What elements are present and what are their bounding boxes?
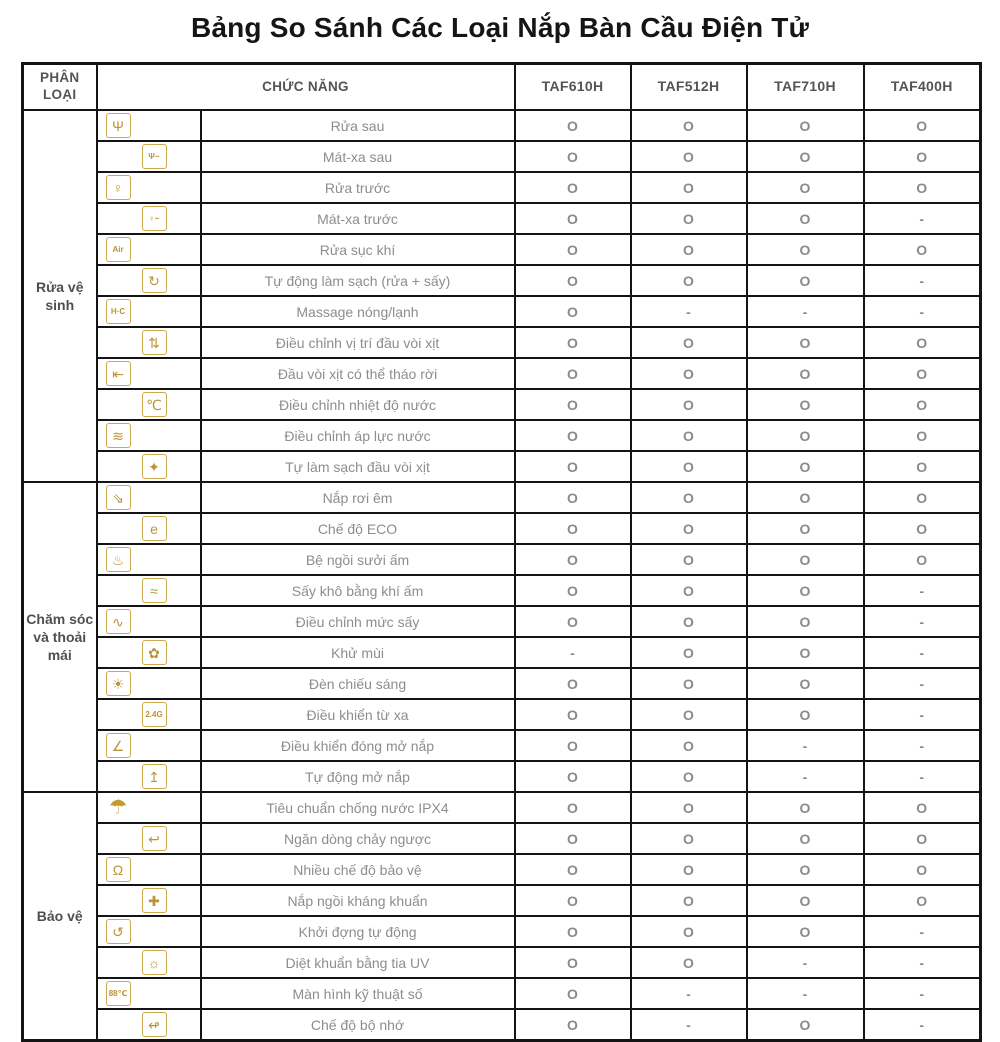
value-cell-taf610h: O	[515, 327, 631, 358]
function-name: Nhiều chế độ bảo vệ	[201, 854, 515, 885]
value-cell-taf710h: -	[747, 730, 864, 761]
value-cell-taf512h: O	[631, 265, 747, 296]
value-cell-taf400h: -	[864, 637, 981, 668]
function-icon-cell	[97, 668, 201, 699]
table-row	[23, 482, 981, 513]
value-cell-taf400h: -	[864, 1009, 981, 1041]
value-cell-taf610h: O	[515, 761, 631, 792]
function-name: Đầu vòi xịt có thể tháo rời	[201, 358, 515, 389]
value-cell-taf512h: O	[631, 420, 747, 451]
icon-wrap	[98, 421, 200, 450]
heated-seat-icon: ♨	[106, 547, 131, 572]
front-wash-icon: ♀	[106, 175, 131, 200]
function-icon-cell	[97, 730, 201, 761]
function-icon-cell	[97, 978, 201, 1009]
value-cell-taf512h: O	[631, 699, 747, 730]
function-icon-cell	[97, 482, 201, 513]
function-icon-cell	[97, 575, 201, 606]
value-cell-taf610h: O	[515, 358, 631, 389]
function-icon-cell	[97, 823, 201, 854]
value-cell-taf400h: O	[864, 792, 981, 823]
value-cell-taf610h: O	[515, 792, 631, 823]
value-cell-taf710h: O	[747, 110, 864, 141]
icon-wrap	[98, 700, 200, 729]
value-cell-taf512h: O	[631, 172, 747, 203]
table-row	[23, 296, 981, 327]
rear-wash-icon: Ψ	[106, 113, 131, 138]
value-cell-taf610h: O	[515, 606, 631, 637]
value-cell-taf512h: O	[631, 203, 747, 234]
value-cell-taf610h: O	[515, 513, 631, 544]
value-cell-taf512h: O	[631, 916, 747, 947]
function-name: Rửa sục khí	[201, 234, 515, 265]
function-icon-cell	[97, 885, 201, 916]
value-cell-taf610h: O	[515, 203, 631, 234]
value-cell-taf512h: O	[631, 544, 747, 575]
detachable-nozzle-icon: ⇤	[106, 361, 131, 386]
value-cell-taf512h: O	[631, 606, 747, 637]
value-cell-taf710h: O	[747, 234, 864, 265]
value-cell-taf610h: O	[515, 482, 631, 513]
value-cell-taf610h: O	[515, 265, 631, 296]
value-cell-taf400h: -	[864, 296, 981, 327]
digital-display-icon: 88℃	[106, 981, 131, 1006]
value-cell-taf710h: O	[747, 327, 864, 358]
function-name: Rửa trước	[201, 172, 515, 203]
air-bubble-wash-icon: Air	[106, 237, 131, 262]
nozzle-self-clean-icon: ✦	[142, 454, 167, 479]
function-icon-cell	[97, 358, 201, 389]
icon-wrap	[98, 762, 200, 791]
value-cell-taf610h: O	[515, 668, 631, 699]
icon-wrap	[98, 669, 200, 698]
value-cell-taf710h: O	[747, 885, 864, 916]
function-icon-cell	[97, 699, 201, 730]
value-cell-taf610h: O	[515, 730, 631, 761]
value-cell-taf610h: O	[515, 141, 631, 172]
remote-control-icon: 2.4G	[142, 702, 167, 727]
uv-sterilize-icon: ☼	[142, 950, 167, 975]
function-name: Điều chỉnh nhiệt độ nước	[201, 389, 515, 420]
icon-wrap	[98, 297, 200, 326]
function-icon-cell	[97, 1009, 201, 1041]
value-cell-taf512h: -	[631, 1009, 747, 1041]
function-icon-cell	[97, 792, 201, 823]
eco-mode-icon: e	[142, 516, 167, 541]
table-row	[23, 978, 981, 1009]
icon-wrap	[98, 359, 200, 388]
value-cell-taf512h: O	[631, 482, 747, 513]
value-cell-taf710h: O	[747, 792, 864, 823]
table-row	[23, 947, 981, 978]
table-row	[23, 730, 981, 761]
function-name: Tự động mở nắp	[201, 761, 515, 792]
function-icon-cell	[97, 947, 201, 978]
icon-wrap	[98, 886, 200, 915]
value-cell-taf710h: O	[747, 172, 864, 203]
value-cell-taf400h: O	[864, 234, 981, 265]
table-row	[23, 606, 981, 637]
lid-open-close-icon: ∠	[106, 733, 131, 758]
value-cell-taf710h: O	[747, 1009, 864, 1041]
table-row	[23, 327, 981, 358]
value-cell-taf710h: O	[747, 916, 864, 947]
function-name: Điều khiển đóng mở nắp	[201, 730, 515, 761]
table-row	[23, 1009, 981, 1041]
icon-wrap	[98, 607, 200, 636]
value-cell-taf610h: O	[515, 544, 631, 575]
value-cell-taf400h: O	[864, 141, 981, 172]
value-cell-taf400h: O	[864, 172, 981, 203]
table-row	[23, 544, 981, 575]
hot-cold-massage-icon: H·C	[106, 299, 131, 324]
auto-restart-icon: ↺	[106, 919, 131, 944]
value-cell-taf400h: O	[864, 110, 981, 141]
icon-wrap	[98, 111, 200, 140]
function-icon-cell	[97, 854, 201, 885]
value-cell-taf610h: O	[515, 823, 631, 854]
function-name: Điều chỉnh vị trí đầu vòi xịt	[201, 327, 515, 358]
icon-wrap	[98, 328, 200, 357]
table-row	[23, 420, 981, 451]
value-cell-taf512h: O	[631, 358, 747, 389]
function-name: Tiêu chuẩn chống nước IPX4	[201, 792, 515, 823]
value-cell-taf400h: O	[864, 513, 981, 544]
value-cell-taf710h: O	[747, 141, 864, 172]
water-pressure-icon: ≋	[106, 423, 131, 448]
icon-wrap	[98, 638, 200, 667]
table-row	[23, 885, 981, 916]
function-name: Điều chỉnh áp lực nước	[201, 420, 515, 451]
value-cell-taf512h: O	[631, 234, 747, 265]
value-cell-taf710h: O	[747, 451, 864, 482]
function-name: Diệt khuẩn bằng tia UV	[201, 947, 515, 978]
value-cell-taf710h: O	[747, 482, 864, 513]
table-row	[23, 916, 981, 947]
function-name: Nắp rơi êm	[201, 482, 515, 513]
table-row	[23, 823, 981, 854]
function-name: Điều chỉnh mức sấy	[201, 606, 515, 637]
value-cell-taf512h: O	[631, 885, 747, 916]
icon-wrap	[98, 452, 200, 481]
value-cell-taf400h: O	[864, 358, 981, 389]
value-cell-taf400h: -	[864, 265, 981, 296]
function-icon-cell	[97, 389, 201, 420]
value-cell-taf610h: O	[515, 296, 631, 327]
dry-level-adjust-icon: ∿	[106, 609, 131, 634]
icon-wrap	[98, 142, 200, 171]
value-cell-taf400h: -	[864, 916, 981, 947]
function-icon-cell	[97, 761, 201, 792]
antibacterial-seat-icon: ✚	[142, 888, 167, 913]
icon-wrap	[98, 948, 200, 977]
soft-close-lid-icon: ⇘	[106, 485, 131, 510]
value-cell-taf710h: O	[747, 513, 864, 544]
value-cell-taf710h: O	[747, 203, 864, 234]
function-icon-cell	[97, 110, 201, 141]
table-row	[23, 172, 981, 203]
icon-wrap	[98, 204, 200, 233]
table-row	[23, 761, 981, 792]
value-cell-taf610h: O	[515, 916, 631, 947]
value-cell-taf610h: O	[515, 947, 631, 978]
value-cell-taf400h: O	[864, 885, 981, 916]
comparison-table	[21, 62, 982, 1042]
value-cell-taf710h: O	[747, 699, 864, 730]
function-name: Ngăn dòng chảy ngược	[201, 823, 515, 854]
icon-wrap	[98, 390, 200, 419]
function-icon-cell	[97, 916, 201, 947]
auto-lid-open-icon: ↥	[142, 764, 167, 789]
value-cell-taf610h: O	[515, 234, 631, 265]
value-cell-taf512h: O	[631, 389, 747, 420]
icon-wrap	[98, 235, 200, 264]
function-icon-cell	[97, 544, 201, 575]
function-icon-cell	[97, 606, 201, 637]
table-row	[23, 141, 981, 172]
function-icon-cell	[97, 203, 201, 234]
water-temperature-icon: ℃	[142, 392, 167, 417]
value-cell-taf400h: -	[864, 699, 981, 730]
value-cell-taf400h: -	[864, 606, 981, 637]
header-model-taf512h: TAF512H	[631, 64, 747, 111]
function-name: Rửa sau	[201, 110, 515, 141]
value-cell-taf400h: O	[864, 854, 981, 885]
table-row	[23, 265, 981, 296]
value-cell-taf400h: O	[864, 327, 981, 358]
value-cell-taf512h: O	[631, 110, 747, 141]
header-model-taf610h: TAF610H	[515, 64, 631, 111]
function-name: Màn hình kỹ thuật số	[201, 978, 515, 1009]
function-name: Đèn chiếu sáng	[201, 668, 515, 699]
function-name: Tự làm sạch đầu vòi xịt	[201, 451, 515, 482]
function-name: Khởi đợng tự động	[201, 916, 515, 947]
function-name: Mát-xa sau	[201, 141, 515, 172]
value-cell-taf710h: -	[747, 761, 864, 792]
memory-mode-icon: ↫	[142, 1012, 167, 1037]
value-cell-taf710h: -	[747, 978, 864, 1009]
value-cell-taf512h: O	[631, 513, 747, 544]
value-cell-taf710h: -	[747, 296, 864, 327]
value-cell-taf400h: -	[864, 978, 981, 1009]
value-cell-taf710h: O	[747, 265, 864, 296]
function-icon-cell	[97, 172, 201, 203]
value-cell-taf512h: O	[631, 668, 747, 699]
function-name: Tự động làm sạch (rửa + sấy)	[201, 265, 515, 296]
value-cell-taf512h: O	[631, 761, 747, 792]
night-light-icon: ☀	[106, 671, 131, 696]
table-row	[23, 451, 981, 482]
value-cell-taf610h: O	[515, 420, 631, 451]
value-cell-taf512h: -	[631, 978, 747, 1009]
value-cell-taf400h: O	[864, 451, 981, 482]
value-cell-taf400h: -	[864, 668, 981, 699]
icon-wrap	[98, 824, 200, 853]
function-name: Mát-xa trước	[201, 203, 515, 234]
value-cell-taf610h: O	[515, 575, 631, 606]
value-cell-taf512h: O	[631, 730, 747, 761]
value-cell-taf710h: O	[747, 606, 864, 637]
value-cell-taf512h: O	[631, 947, 747, 978]
icon-wrap	[98, 731, 200, 760]
value-cell-taf400h: O	[864, 482, 981, 513]
value-cell-taf710h: O	[747, 575, 864, 606]
function-icon-cell	[97, 296, 201, 327]
value-cell-taf512h: O	[631, 854, 747, 885]
table-row	[23, 358, 981, 389]
value-cell-taf512h: O	[631, 575, 747, 606]
value-cell-taf610h: O	[515, 172, 631, 203]
value-cell-taf610h: O	[515, 451, 631, 482]
function-name: Khử mùi	[201, 637, 515, 668]
table-row	[23, 203, 981, 234]
category-label: Rửa vệ sinh	[23, 110, 97, 482]
header-model-taf710h: TAF710H	[747, 64, 864, 111]
function-icon-cell	[97, 420, 201, 451]
value-cell-taf610h: -	[515, 637, 631, 668]
value-cell-taf512h: O	[631, 327, 747, 358]
table-row	[23, 575, 981, 606]
warm-air-dry-icon: ≈	[142, 578, 167, 603]
header-category: PHÂN LOẠI	[23, 64, 97, 111]
value-cell-taf512h: -	[631, 296, 747, 327]
value-cell-taf400h: O	[864, 823, 981, 854]
table-row	[23, 699, 981, 730]
value-cell-taf400h: O	[864, 420, 981, 451]
value-cell-taf710h: -	[747, 947, 864, 978]
function-icon-cell	[97, 141, 201, 172]
function-name: Chế độ bộ nhớ	[201, 1009, 515, 1041]
value-cell-taf710h: O	[747, 420, 864, 451]
value-cell-taf512h: O	[631, 451, 747, 482]
value-cell-taf710h: O	[747, 544, 864, 575]
category-label: Chăm sóc và thoải mái	[23, 482, 97, 792]
backflow-prevention-icon: ↩	[142, 826, 167, 851]
value-cell-taf400h: -	[864, 947, 981, 978]
icon-wrap	[98, 917, 200, 946]
icon-wrap	[98, 266, 200, 295]
icon-wrap	[98, 173, 200, 202]
value-cell-taf512h: O	[631, 637, 747, 668]
value-cell-taf512h: O	[631, 823, 747, 854]
table-row	[23, 389, 981, 420]
value-cell-taf610h: O	[515, 1009, 631, 1041]
table-row	[23, 668, 981, 699]
value-cell-taf610h: O	[515, 978, 631, 1009]
function-name: Nắp ngồi kháng khuẩn	[201, 885, 515, 916]
table-row	[23, 637, 981, 668]
icon-wrap	[98, 545, 200, 574]
value-cell-taf400h: -	[864, 761, 981, 792]
value-cell-taf400h: -	[864, 730, 981, 761]
table-row	[23, 234, 981, 265]
function-name: Sấy khô bằng khí ấm	[201, 575, 515, 606]
table-row	[23, 854, 981, 885]
table-row	[23, 792, 981, 823]
value-cell-taf710h: O	[747, 854, 864, 885]
value-cell-taf512h: O	[631, 141, 747, 172]
multi-protection-lock-icon: Ω	[106, 857, 131, 882]
value-cell-taf610h: O	[515, 885, 631, 916]
icon-wrap	[98, 483, 200, 512]
deodorizer-fan-icon: ✿	[142, 640, 167, 665]
table-row	[23, 110, 981, 141]
table-row	[23, 513, 981, 544]
ipx4-waterproof-umbrella-icon: ☂	[106, 795, 131, 820]
category-label: Bảo vệ	[23, 792, 97, 1041]
function-name: Bệ ngồi sưởi ấm	[201, 544, 515, 575]
value-cell-taf400h: O	[864, 389, 981, 420]
icon-wrap	[98, 979, 200, 1008]
value-cell-taf710h: O	[747, 823, 864, 854]
value-cell-taf710h: O	[747, 637, 864, 668]
icon-wrap	[98, 1010, 200, 1039]
value-cell-taf512h: O	[631, 792, 747, 823]
function-icon-cell	[97, 234, 201, 265]
function-icon-cell	[97, 265, 201, 296]
header-function: CHỨC NĂNG	[97, 64, 515, 111]
value-cell-taf710h: O	[747, 358, 864, 389]
function-icon-cell	[97, 513, 201, 544]
value-cell-taf400h: O	[864, 544, 981, 575]
value-cell-taf710h: O	[747, 668, 864, 699]
function-icon-cell	[97, 327, 201, 358]
header-row	[23, 64, 981, 111]
value-cell-taf610h: O	[515, 110, 631, 141]
function-name: Chế độ ECO	[201, 513, 515, 544]
header-model-taf400h: TAF400H	[864, 64, 981, 111]
icon-wrap	[98, 793, 200, 822]
value-cell-taf610h: O	[515, 389, 631, 420]
front-massage-icon: ♀~	[142, 206, 167, 231]
icon-wrap	[98, 514, 200, 543]
page-title: Bảng So Sánh Các Loại Nắp Bàn Cầu Điện Tử	[190, 12, 810, 43]
function-name: Massage nóng/lạnh	[201, 296, 515, 327]
auto-self-clean-icon: ↻	[142, 268, 167, 293]
icon-wrap	[98, 855, 200, 884]
value-cell-taf610h: O	[515, 854, 631, 885]
function-icon-cell	[97, 637, 201, 668]
value-cell-taf400h: -	[864, 203, 981, 234]
value-cell-taf710h: O	[747, 389, 864, 420]
value-cell-taf400h: -	[864, 575, 981, 606]
icon-wrap	[98, 576, 200, 605]
value-cell-taf610h: O	[515, 699, 631, 730]
function-icon-cell	[97, 451, 201, 482]
function-name: Điều khiển từ xa	[201, 699, 515, 730]
rear-massage-icon: Ψ~	[142, 144, 167, 169]
nozzle-position-icon: ⇅	[142, 330, 167, 355]
